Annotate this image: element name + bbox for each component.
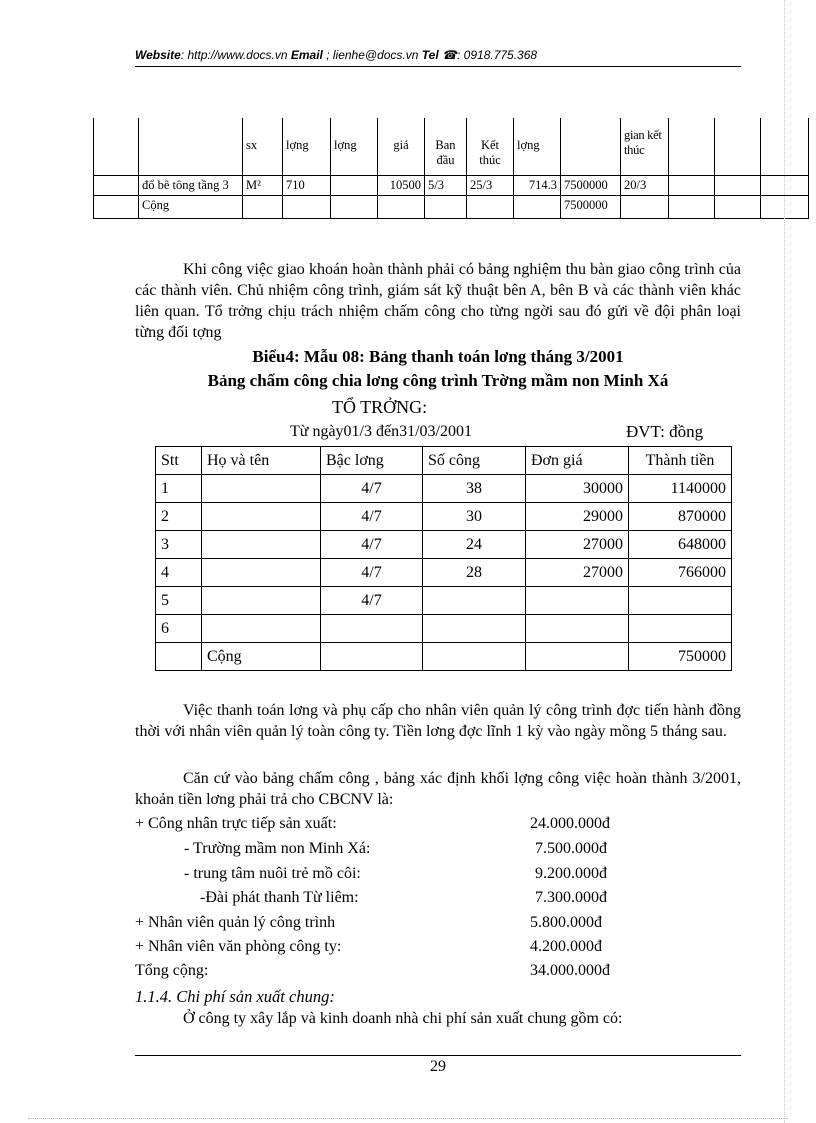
table-cell: 710 (283, 175, 331, 195)
header-divider (135, 66, 741, 67)
table-cell: 5/3 (425, 175, 467, 195)
item-label: - trung tâm nuôi trẻ mồ côi: (184, 865, 361, 882)
table-cell: 24 (423, 531, 526, 559)
item-value: 7.300.000đ (535, 889, 607, 906)
table-cell: 30000 (526, 475, 629, 503)
column-header: Số công (423, 447, 526, 475)
table-cell: 29000 (526, 503, 629, 531)
table-cell: M² (243, 175, 283, 195)
column-header: Họ và tên (202, 447, 321, 475)
table-cell (321, 615, 423, 643)
item-label: + Công nhân trực tiếp sản xuất: (135, 815, 337, 832)
table-cell: gian kết thúc (621, 118, 669, 175)
page-number: 29 (430, 1058, 446, 1075)
table-cell: 30 (423, 503, 526, 531)
tel-label: Tel (421, 48, 439, 62)
table-cell: lợng (283, 118, 331, 175)
date-range: Từ ngày01/3 đến31/03/2001 (290, 423, 472, 440)
paragraph: Căn cứ vào bảng chấm công , bảng xác định khối lợng công việc hoàn thành 3/2001, khoản tiền lơng phải trả cho CBCNV là: (135, 770, 741, 808)
work-contract-table (93, 118, 809, 219)
table-cell (629, 615, 732, 643)
table-cell (202, 615, 321, 643)
website-label: Website (135, 48, 181, 62)
email-label: Email (290, 48, 323, 62)
table-cell: 4/7 (321, 559, 423, 587)
table-cell: 766000 (629, 559, 732, 587)
item-value: 5.800.000đ (530, 914, 602, 931)
page-edge-right (784, 0, 785, 1123)
table-header-row (156, 447, 732, 475)
form-title: Biểu4: Mẫu 08: Bảng thanh toán lơng tháng 3/2001 (252, 347, 624, 366)
table-cell: 2 (156, 503, 202, 531)
tel-number: : 0918.775.368 (457, 48, 538, 62)
table-cell (331, 175, 378, 195)
footer-divider (135, 1055, 741, 1056)
table-row (156, 615, 732, 643)
table-row (94, 118, 809, 175)
table-cell: 1 (156, 475, 202, 503)
table-cell: 4/7 (321, 531, 423, 559)
table-cell: 4/7 (321, 587, 423, 615)
table-cell: 4/7 (321, 503, 423, 531)
phone-icon: ☎ (442, 48, 457, 62)
table-cell (202, 531, 321, 559)
table-cell: 27000 (526, 531, 629, 559)
table-cell (526, 587, 629, 615)
table-row (156, 503, 732, 531)
item-label: - Trường mầm non Minh Xá: (184, 840, 371, 857)
attendance-payroll-table (155, 446, 732, 671)
table-cell: Kết thúc (467, 118, 514, 175)
email-address[interactable]: ; lienhe@docs.vn (322, 48, 419, 62)
table-cell: 648000 (629, 531, 732, 559)
column-header: Đơn giá (526, 447, 629, 475)
table-cell: Cộng (139, 195, 243, 218)
table-row (94, 175, 809, 195)
table-total-row (156, 643, 732, 671)
item-value: 24.000.000đ (530, 815, 610, 832)
page-edge-bottom (28, 1118, 788, 1119)
table-cell: 1140000 (629, 475, 732, 503)
table-cell: lợng (514, 118, 561, 175)
table-row (94, 195, 809, 218)
table-cell: 714.3 (514, 175, 561, 195)
table-cell (202, 559, 321, 587)
item-label: -Đài phát thanh Từ liêm: (200, 889, 359, 906)
website-url[interactable]: : http://www.docs.vn (180, 48, 288, 62)
table-cell: 5 (156, 587, 202, 615)
table-cell: 27000 (526, 559, 629, 587)
table-cell (202, 587, 321, 615)
table-cell: Ban đầu (425, 118, 467, 175)
item-value: 4.200.000đ (530, 938, 602, 955)
table-cell: sx (243, 118, 283, 175)
table-cell: 4/7 (321, 475, 423, 503)
item-value: 9.200.000đ (535, 865, 607, 882)
table-row (156, 559, 732, 587)
paragraph: Ở công ty xây lắp và kinh doanh nhà chi phí sản xuất chung gồm có: (183, 1010, 623, 1027)
total-value: 750000 (629, 643, 732, 671)
table-cell: 20/3 (621, 175, 669, 195)
paragraph: Việc thanh toán lơng và phụ cấp cho nhân viên quản lý công trình đợc tiến hành đồng thời với nhân viên quản lý toàn công ty. Tiền lơng đợc lĩnh 1 kỳ vào ngày mồng 5 tháng sau. (135, 702, 741, 740)
table-row (156, 531, 732, 559)
table-cell: 4 (156, 559, 202, 587)
table-cell: giá (378, 118, 425, 175)
table-cell: 7500000 (561, 195, 621, 218)
table-cell (202, 503, 321, 531)
table-cell: 25/3 (467, 175, 514, 195)
table-cell (423, 587, 526, 615)
table-cell (202, 475, 321, 503)
item-label: + Nhân viên quản lý công trình (135, 914, 336, 931)
table-cell: 6 (156, 615, 202, 643)
team-leader-label: TỔ TRỞNG: (332, 397, 428, 417)
section-heading: 1.1.4. Chi phí sản xuất chung: (135, 987, 335, 1006)
table-cell: 10500 (378, 175, 425, 195)
table-cell (629, 587, 732, 615)
table-cell (526, 615, 629, 643)
table-title: Bảng chấm công chia lơng công trình Trờng mầm non Minh Xá (207, 371, 669, 390)
table-cell: 28 (423, 559, 526, 587)
column-header: Stt (156, 447, 202, 475)
item-value: 34.000.000đ (530, 962, 610, 979)
table-cell (423, 615, 526, 643)
item-label: + Nhân viên văn phòng công ty: (135, 938, 342, 955)
item-label: Tổng cộng: (135, 962, 209, 979)
table-cell: 38 (423, 475, 526, 503)
table-cell: đổ bê tông tầng 3 (139, 175, 243, 195)
table-row (156, 587, 732, 615)
paragraph: Khi công việc giao khoán hoàn thành phải có bảng nghiệm thu bàn giao công trình của các thành viên. Chủ nhiệm công trình, giám sát kỹ thuật bên A, bên B và các thành viên khác liên quan. Tổ trởng chịu trách nhiệm chấm công cho từng ngời sau đó gửi về đội phân loại từng đối tợng (135, 261, 741, 341)
item-value: 7.500.000đ (535, 840, 607, 857)
column-header: Bậc lơng (321, 447, 423, 475)
table-row (156, 475, 732, 503)
column-header: Thành tiền (629, 447, 732, 475)
total-label: Cộng (202, 643, 321, 671)
table-cell: 3 (156, 531, 202, 559)
table-cell: 7500000 (561, 175, 621, 195)
page-header (135, 48, 741, 62)
table-cell (561, 118, 621, 175)
unit-label: ĐVT: đồng (626, 422, 704, 441)
table-cell: 870000 (629, 503, 732, 531)
table-cell: lợng (331, 118, 378, 175)
